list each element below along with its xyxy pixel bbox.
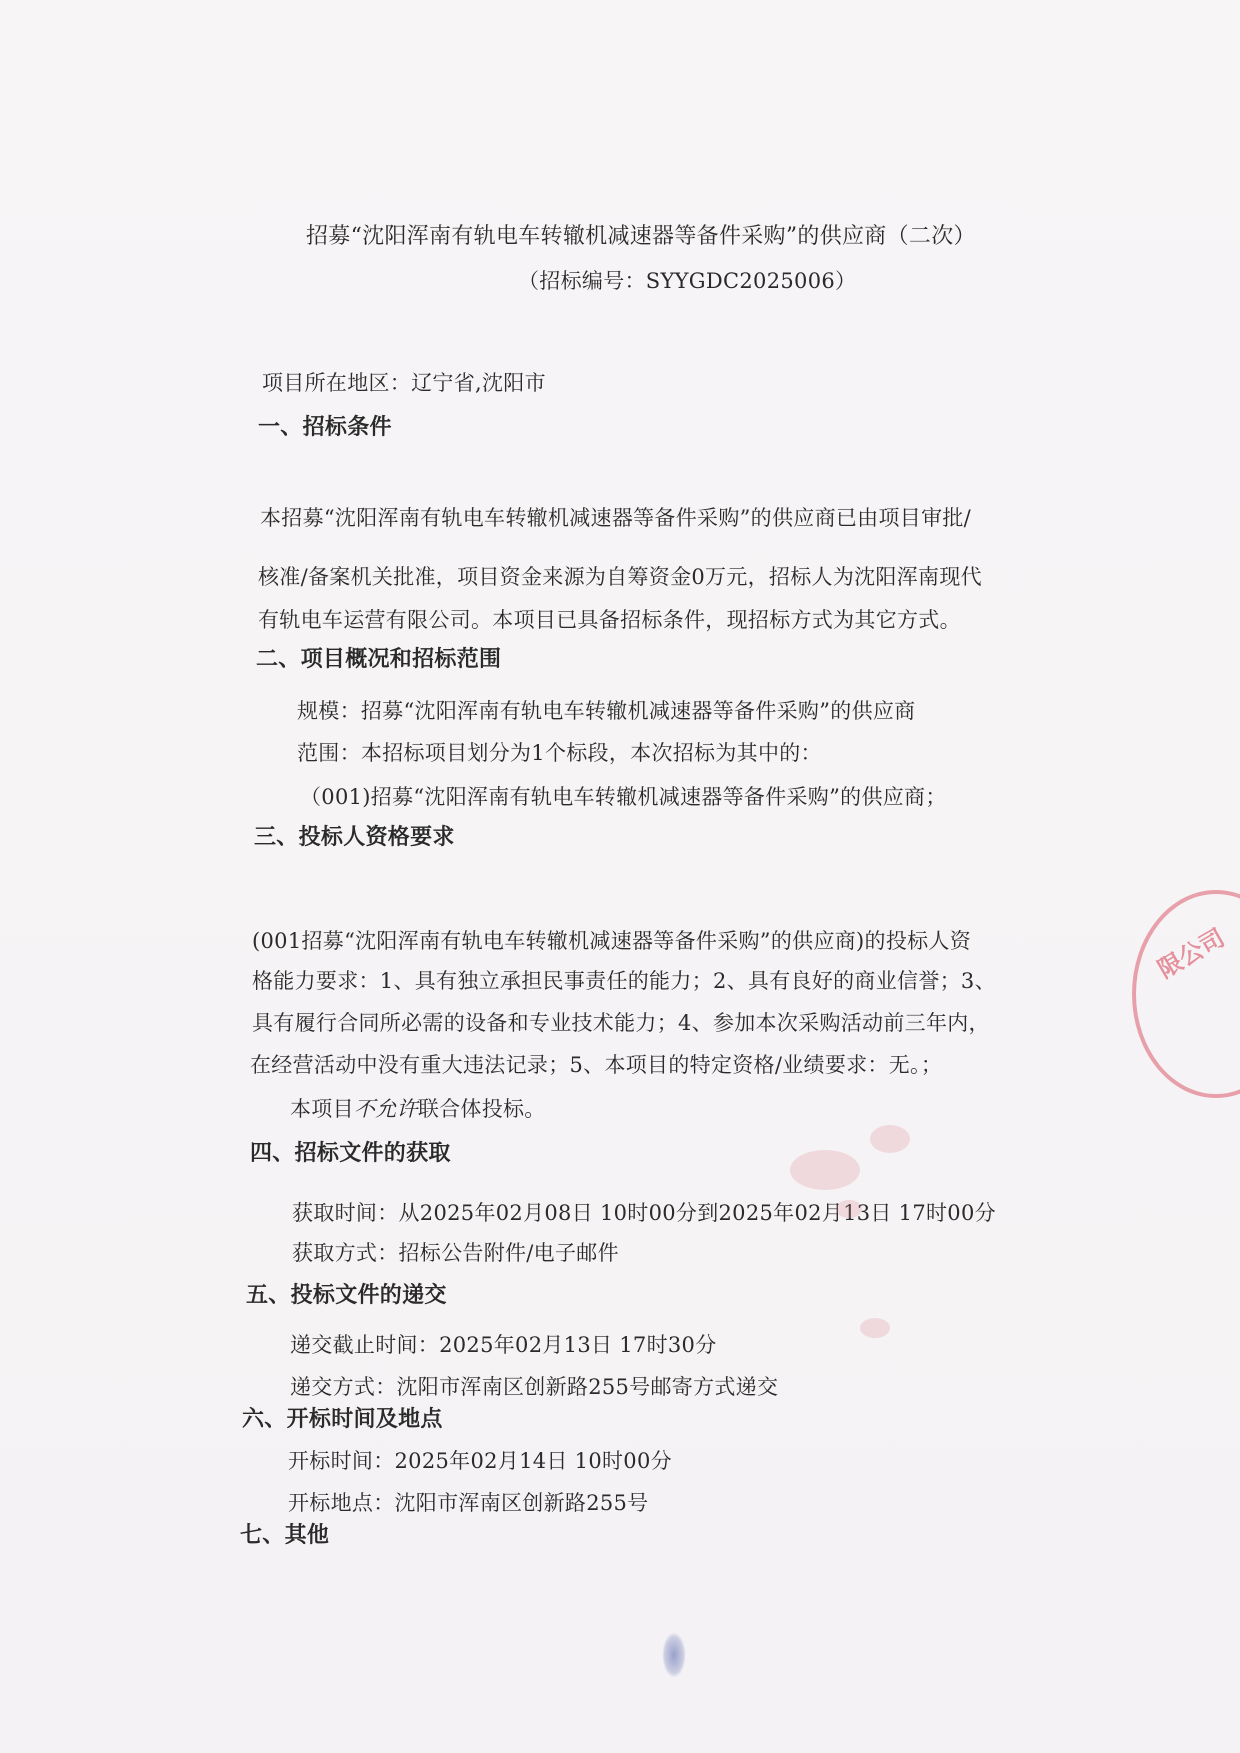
section-3-line-2: 格能力要求：1、具有独立承担民事责任的能力；2、具有良好的商业信誉；3、 xyxy=(252,969,996,993)
section-heading-3: 三、投标人资格要求 xyxy=(254,824,455,850)
ink-smudge xyxy=(836,1200,862,1218)
consortium-suffix: 联合体投标。 xyxy=(417,1097,546,1121)
section-heading-2: 二、项目概况和招标范围 xyxy=(256,646,502,672)
section-3-line-4: 在经营活动中没有重大违法记录；5、本项目的特定资格/业绩要求：无。； xyxy=(250,1053,943,1077)
section-heading-7: 七、其他 xyxy=(240,1522,330,1548)
ink-smudge xyxy=(870,1125,910,1153)
section-2-line-1: 规模：招募“沈阳浑南有轨电车转辙机减速器等备件采购”的供应商 xyxy=(297,699,916,723)
company-seal xyxy=(1132,890,1240,1098)
section-1-line-3: 有轨电车运营有限公司。本项目已具备招标条件，现招标方式为其它方式。 xyxy=(258,608,961,632)
section-5-line-2: 递交方式：沈阳市浑南区创新路255号邮寄方式递交 xyxy=(290,1375,779,1399)
section-3-line-3: 具有履行合同所必需的设备和专业技术能力；4、参加本次采购活动前三年内， xyxy=(252,1011,990,1035)
section-2-line-2: 范围：本招标项目划分为1个标段，本次招标为其中的： xyxy=(297,741,822,765)
seal-text: 限公司 xyxy=(1153,923,1230,984)
section-3-line-1: (001招募“沈阳浑南有轨电车转辙机减速器等备件采购”的供应商)的投标人资 xyxy=(252,929,972,953)
section-6-line-2: 开标地点：沈阳市浑南区创新路255号 xyxy=(288,1491,649,1515)
consortium-note xyxy=(290,1094,546,1124)
ink-smudge xyxy=(790,1150,860,1190)
ink-smudge xyxy=(860,1318,890,1338)
blue-ink-mark xyxy=(662,1632,686,1678)
section-4-line-2: 获取方式：招标公告附件/电子邮件 xyxy=(292,1241,619,1265)
section-heading-5: 五、投标文件的递交 xyxy=(246,1282,447,1308)
section-heading-4: 四、招标文件的获取 xyxy=(250,1140,451,1166)
document-title: 招募“沈阳浑南有轨电车转辙机减速器等备件采购”的供应商（二次） xyxy=(306,224,976,249)
section-heading-6: 六、开标时间及地点 xyxy=(242,1406,443,1432)
project-region: 项目所在地区：辽宁省,沈阳市 xyxy=(262,371,546,395)
section-4-line-1: 获取时间：从2025年02月08日 10时00分到2025年02月13日 17时00分 xyxy=(292,1201,996,1225)
section-1-line-2: 核准/备案机关批准，项目资金来源为自筹资金0万元，招标人为沈阳浑南现代 xyxy=(258,565,982,589)
consortium-prefix: 本项目 xyxy=(290,1097,354,1121)
tender-number: （招标编号：SYYGDC2025006） xyxy=(518,269,857,293)
section-5-line-1: 递交截止时间：2025年02月13日 17时30分 xyxy=(290,1333,717,1357)
section-2-line-3: （001)招募“沈阳浑南有轨电车转辙机减速器等备件采购”的供应商； xyxy=(300,785,947,809)
consortium-italic: 不允许 xyxy=(353,1097,418,1121)
section-heading-1: 一、招标条件 xyxy=(258,414,392,440)
section-1-line-1: 本招募“沈阳浑南有轨电车转辙机减速器等备件采购”的供应商已由项目审批/ xyxy=(260,506,972,530)
section-6-line-1: 开标时间：2025年02月14日 10时00分 xyxy=(288,1449,672,1473)
